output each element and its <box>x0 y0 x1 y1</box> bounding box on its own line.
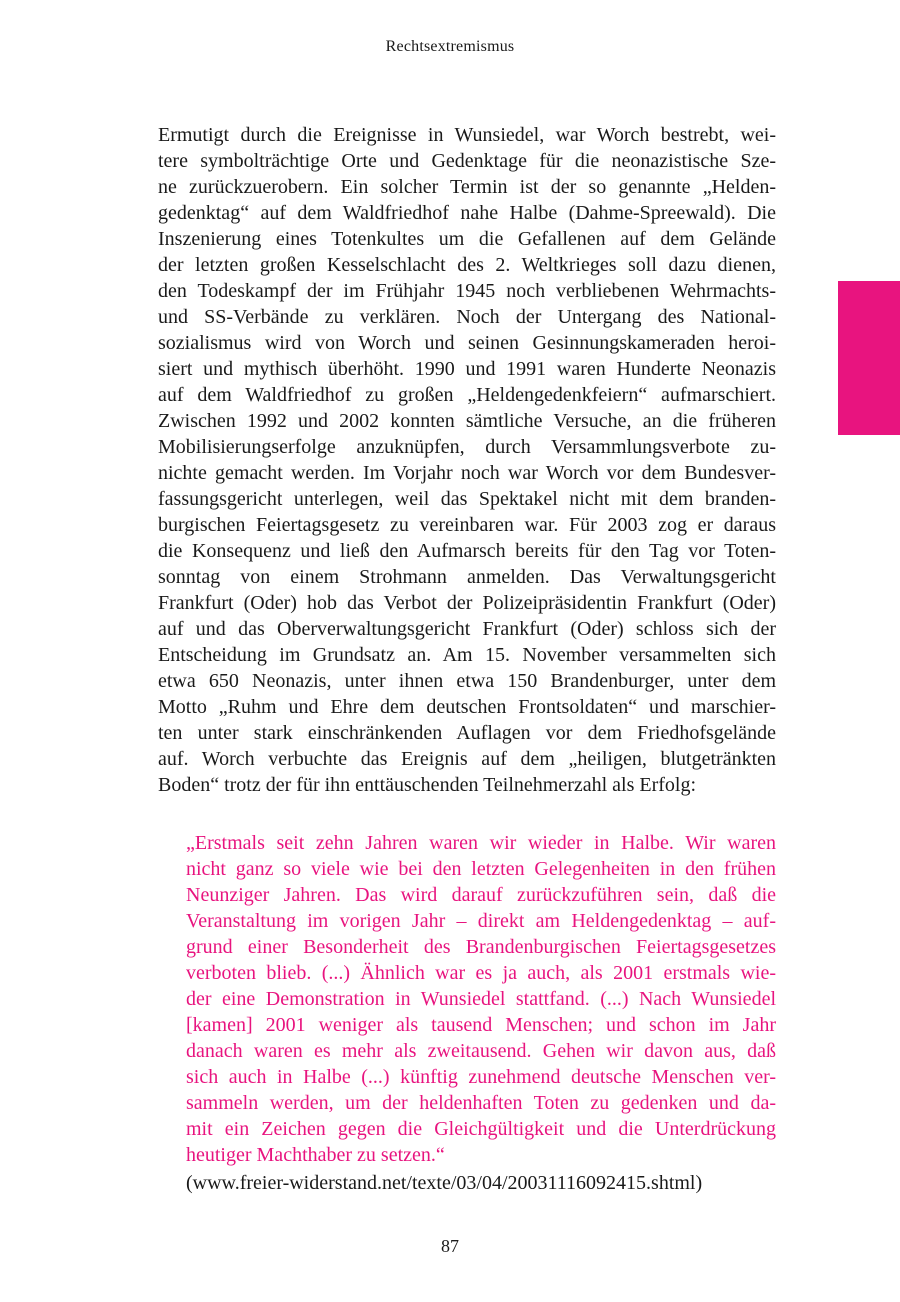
body-line: die Konsequenz und ließ den Aufmarsch bereits für den Tag vor Toten- <box>158 540 776 562</box>
quote-line: sammeln werden, um der heldenhaften Toten zu gedenken und da- <box>186 1092 776 1114</box>
quote-line: heutiger Machthaber zu setzen.“ <box>186 1144 445 1166</box>
body-line: fassungsgericht unterlegen, weil das Spektakel nicht mit dem branden- <box>158 488 776 510</box>
quote-line: Neunziger Jahren. Das wird darauf zurückzuführen sein, daß die <box>186 884 776 906</box>
quote-line: Veranstaltung im vorigen Jahr – direkt am Heldengedenktag – auf- <box>186 910 776 932</box>
chapter-thumb-tab <box>838 281 900 435</box>
quote-line: mit ein Zeichen gegen die Gleichgültigkeit und die Unterdrückung <box>186 1118 776 1140</box>
running-head: Rechtsextremismus <box>385 38 515 55</box>
block-quote <box>186 830 776 1168</box>
body-line: sonntag von einem Strohmann anmelden. Das Verwaltungsgericht <box>158 566 776 588</box>
body-line: Motto „Ruhm und Ehre dem deutschen Frontsoldaten“ und marschier- <box>158 696 776 718</box>
body-line: Zwischen 1992 und 2002 konnten sämtliche Versuche, an die früheren <box>158 410 776 432</box>
body-line: siert und mythisch überhöht. 1990 und 1991 waren Hunderte Neonazis <box>158 358 776 380</box>
quote-line: der eine Demonstration in Wunsiedel stattfand. (...) Nach Wunsiedel <box>186 988 776 1010</box>
quote-line: danach waren es mehr als zweitausend. Gehen wir davon aus, daß <box>186 1040 776 1062</box>
body-line: sozialismus wird von Worch und seinen Gesinnungskameraden heroi- <box>158 332 776 354</box>
body-line: auf und das Oberverwaltungsgericht Frankfurt (Oder) schloss sich der <box>158 618 776 640</box>
body-line: burgischen Feiertagsgesetz zu vereinbaren war. Für 2003 zog er daraus <box>158 514 776 536</box>
quote-line: verboten blieb. (...) Ähnlich war es ja auch, als 2001 erstmals wie- <box>186 962 776 984</box>
quote-line: sich auch in Halbe (...) künftig zunehmend deutsche Menschen ver- <box>186 1066 776 1088</box>
quote-source: (www.freier-widerstand.net/texte/03/04/20031116092415.shtml) <box>186 1172 703 1194</box>
quote-line: grund einer Besonderheit des Brandenburgischen Feiertagsgesetzes <box>186 936 776 958</box>
body-line: der letzten großen Kesselschlacht des 2. Weltkrieges soll dazu dienen, <box>158 254 776 276</box>
body-line: auf dem Waldfriedhof zu großen „Heldengedenkfeiern“ aufmarschiert. <box>158 384 776 406</box>
body-line: Ermutigt durch die Ereignisse in Wunsiedel, war Worch bestrebt, wei- <box>158 124 776 146</box>
quote-line: [kamen] 2001 weniger als tausend Menschen; und schon im Jahr <box>186 1014 776 1036</box>
body-line: tere symbolträchtige Orte und Gedenktage für die neonazistische Sze- <box>158 150 776 172</box>
body-line: und SS-Verbände zu verklären. Noch der Untergang des National- <box>158 306 776 328</box>
body-line: den Todeskampf der im Frühjahr 1945 noch verbliebenen Wehrmachts- <box>158 280 776 302</box>
body-line: Frankfurt (Oder) hob das Verbot der Polizeipräsidentin Frankfurt (Oder) <box>158 592 776 614</box>
body-line: Entscheidung im Grundsatz an. Am 15. November versammelten sich <box>158 644 776 666</box>
quote-line: „Erstmals seit zehn Jahren waren wir wieder in Halbe. Wir waren <box>186 832 776 854</box>
body-line: gedenktag“ auf dem Waldfriedhof nahe Halbe (Dahme-Spreewald). Die <box>158 202 776 224</box>
body-paragraph <box>158 122 776 798</box>
body-line: nichte gemacht werden. Im Vorjahr noch war Worch vor dem Bundesver- <box>158 462 776 484</box>
body-line: Mobilisierungserfolge anzuknüpfen, durch Versammlungsverbote zu- <box>158 436 776 458</box>
body-line: Boden“ trotz der für ihn enttäuschenden Teilnehmerzahl als Erfolg: <box>158 774 697 796</box>
body-line: etwa 650 Neonazis, unter ihnen etwa 150 Brandenburger, unter dem <box>158 670 776 692</box>
body-line: ten unter stark einschränkenden Auflagen vor dem Friedhofsgelände <box>158 722 776 744</box>
body-line: Inszenierung eines Totenkultes um die Gefallenen auf dem Gelände <box>158 228 776 250</box>
page-number: 87 <box>441 1236 459 1256</box>
quote-line: nicht ganz so viele wie bei den letzten Gelegenheiten in den frühen <box>186 858 776 880</box>
body-line: ne zurückzuerobern. Ein solcher Termin ist der so genannte „Helden- <box>158 176 776 198</box>
body-line: auf. Worch verbuchte das Ereignis auf dem „heiligen, blutgetränkten <box>158 748 776 770</box>
